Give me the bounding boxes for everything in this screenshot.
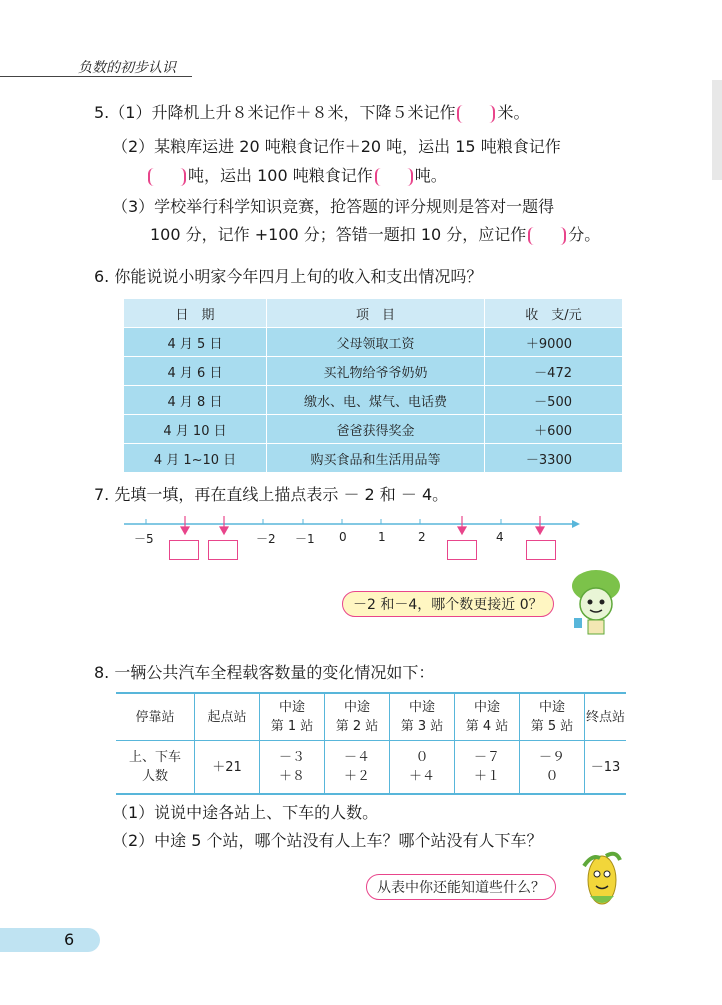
income-expense-table bbox=[123, 298, 623, 473]
header-end: 终点站 bbox=[585, 693, 627, 741]
header-amount: 收 支/元 bbox=[485, 299, 623, 328]
q5-line-1 bbox=[94, 100, 529, 123]
q5-blank-3[interactable] bbox=[375, 168, 413, 186]
cell-item: 父母领取工资 bbox=[267, 328, 485, 357]
table-header-row bbox=[124, 299, 623, 328]
page-edge-bar bbox=[712, 80, 722, 180]
q5-part3-unit: 分。 bbox=[568, 225, 601, 244]
q8-prompt: 8. 一辆公共汽车全程载客数量的变化情况如下： bbox=[94, 663, 435, 682]
q8-sub-2: （2）中途 5 个站，哪个站没有人上车？哪个站没有人下车？ bbox=[112, 831, 543, 850]
table-row bbox=[124, 386, 623, 415]
table-cell: －13 bbox=[585, 741, 627, 795]
tick-label: 0 bbox=[339, 530, 347, 544]
q8-sub-1: （1）说说中途各站上、下车的人数。 bbox=[112, 803, 379, 822]
tick-label: －5 bbox=[134, 532, 154, 546]
table-cell: ＋21 bbox=[195, 741, 260, 795]
cell-date: 4 月 8 日 bbox=[124, 386, 267, 415]
answer-box[interactable] bbox=[208, 540, 238, 560]
cell-date: 4 月 1~10 日 bbox=[124, 444, 267, 473]
header-stop-5: 中途 第 5 站 bbox=[520, 693, 585, 741]
q5-part1-text: （1）升降机上升８米记作＋８米，下降５米记作 bbox=[109, 103, 456, 122]
q5-line-3 bbox=[146, 163, 447, 186]
table-header-row bbox=[116, 693, 626, 741]
header-stop-1: 中途 第 1 站 bbox=[260, 693, 325, 741]
q5-line-2: （2）某粮库运进 20 吨粮食记作＋20 吨，运出 15 吨粮食记作 bbox=[112, 137, 561, 156]
header-stop: 停靠站 bbox=[116, 693, 195, 741]
bus-passenger-table bbox=[116, 692, 626, 795]
tick-label: 4 bbox=[496, 530, 504, 544]
tick-label: 1 bbox=[378, 530, 386, 544]
cell-date: 4 月 6 日 bbox=[124, 357, 267, 386]
q7-prompt: 7. 先填一填，再在直线上描点表示 － 2 和 － 4。 bbox=[94, 485, 449, 504]
cell-amount: －500 bbox=[485, 386, 623, 415]
page-number: 6 bbox=[64, 930, 75, 949]
table-cell: －３ ＋８ bbox=[260, 741, 325, 795]
q5-number: 5. bbox=[94, 103, 110, 122]
cell-item: 买礼物给爷爷奶奶 bbox=[267, 357, 485, 386]
header-start: 起点站 bbox=[195, 693, 260, 741]
cell-amount: ＋600 bbox=[485, 415, 623, 444]
q5-blank-1[interactable] bbox=[457, 105, 495, 123]
tick-label: －2 bbox=[256, 532, 276, 546]
answer-box[interactable] bbox=[526, 540, 556, 560]
table-row bbox=[124, 357, 623, 386]
q5-part2-unit: 吨。 bbox=[414, 166, 447, 185]
chapter-title: 负数的初步认识 bbox=[78, 60, 176, 76]
table-row bbox=[116, 741, 626, 795]
table-cell: －７ ＋１ bbox=[455, 741, 520, 795]
cell-item: 爸爸获得奖金 bbox=[267, 415, 485, 444]
answer-box[interactable] bbox=[169, 540, 199, 560]
header-stop-4: 中途 第 4 站 bbox=[455, 693, 520, 741]
number-line-arrow bbox=[572, 520, 580, 528]
header-stop-2: 中途 第 2 站 bbox=[325, 693, 390, 741]
tick-label: 2 bbox=[418, 530, 426, 544]
cell-item: 购买食品和生活用品等 bbox=[267, 444, 485, 473]
table-row bbox=[124, 415, 623, 444]
tick-label: －1 bbox=[295, 532, 315, 546]
hint-bubble: －2 和－4，哪个数更接近 0？ bbox=[342, 591, 554, 617]
number-line bbox=[120, 514, 590, 542]
header-item: 项 目 bbox=[267, 299, 485, 328]
cabbage-mascot-icon bbox=[566, 568, 626, 640]
q5-line-5 bbox=[150, 222, 600, 245]
table-cell: ０ ＋４ bbox=[390, 741, 455, 795]
pointer-arrows bbox=[181, 516, 544, 534]
cell-amount: －472 bbox=[485, 357, 623, 386]
header-stop-3: 中途 第 3 站 bbox=[390, 693, 455, 741]
cell-amount: ＋9000 bbox=[485, 328, 623, 357]
hint-bubble-2: 从表中你还能知道些什么？ bbox=[366, 874, 556, 900]
table-row bbox=[124, 328, 623, 357]
corn-mascot-icon bbox=[576, 846, 626, 916]
q5-part1-unit: 米。 bbox=[497, 103, 530, 122]
q5-blank-4[interactable] bbox=[528, 227, 566, 245]
q6-prompt: 6. 你能说说小明家今年四月上旬的收入和支出情况吗？ bbox=[94, 267, 483, 286]
table-row bbox=[124, 444, 623, 473]
page-number-tab bbox=[0, 928, 100, 952]
cell-amount: －3300 bbox=[485, 444, 623, 473]
row-label: 上、下车 人数 bbox=[116, 741, 195, 795]
cell-date: 4 月 5 日 bbox=[124, 328, 267, 357]
q5-part2-text: 吨，运出 100 吨粮食记作 bbox=[188, 166, 373, 185]
cell-item: 缴水、电、煤气、电话费 bbox=[267, 386, 485, 415]
answer-box[interactable] bbox=[447, 540, 477, 560]
q5-blank-2[interactable] bbox=[148, 168, 186, 186]
header-rule bbox=[0, 76, 192, 77]
q5-part3-text: 100 分，记作 +100 分；答错一题扣 10 分，应记作 bbox=[150, 225, 527, 244]
header-date: 日 期 bbox=[124, 299, 267, 328]
table-cell: －４ ＋２ bbox=[325, 741, 390, 795]
q5-line-4: （3）学校举行科学知识竞赛，抢答题的评分规则是答对一题得 bbox=[112, 197, 555, 216]
cell-date: 4 月 10 日 bbox=[124, 415, 267, 444]
table-cell: －９ ０ bbox=[520, 741, 585, 795]
